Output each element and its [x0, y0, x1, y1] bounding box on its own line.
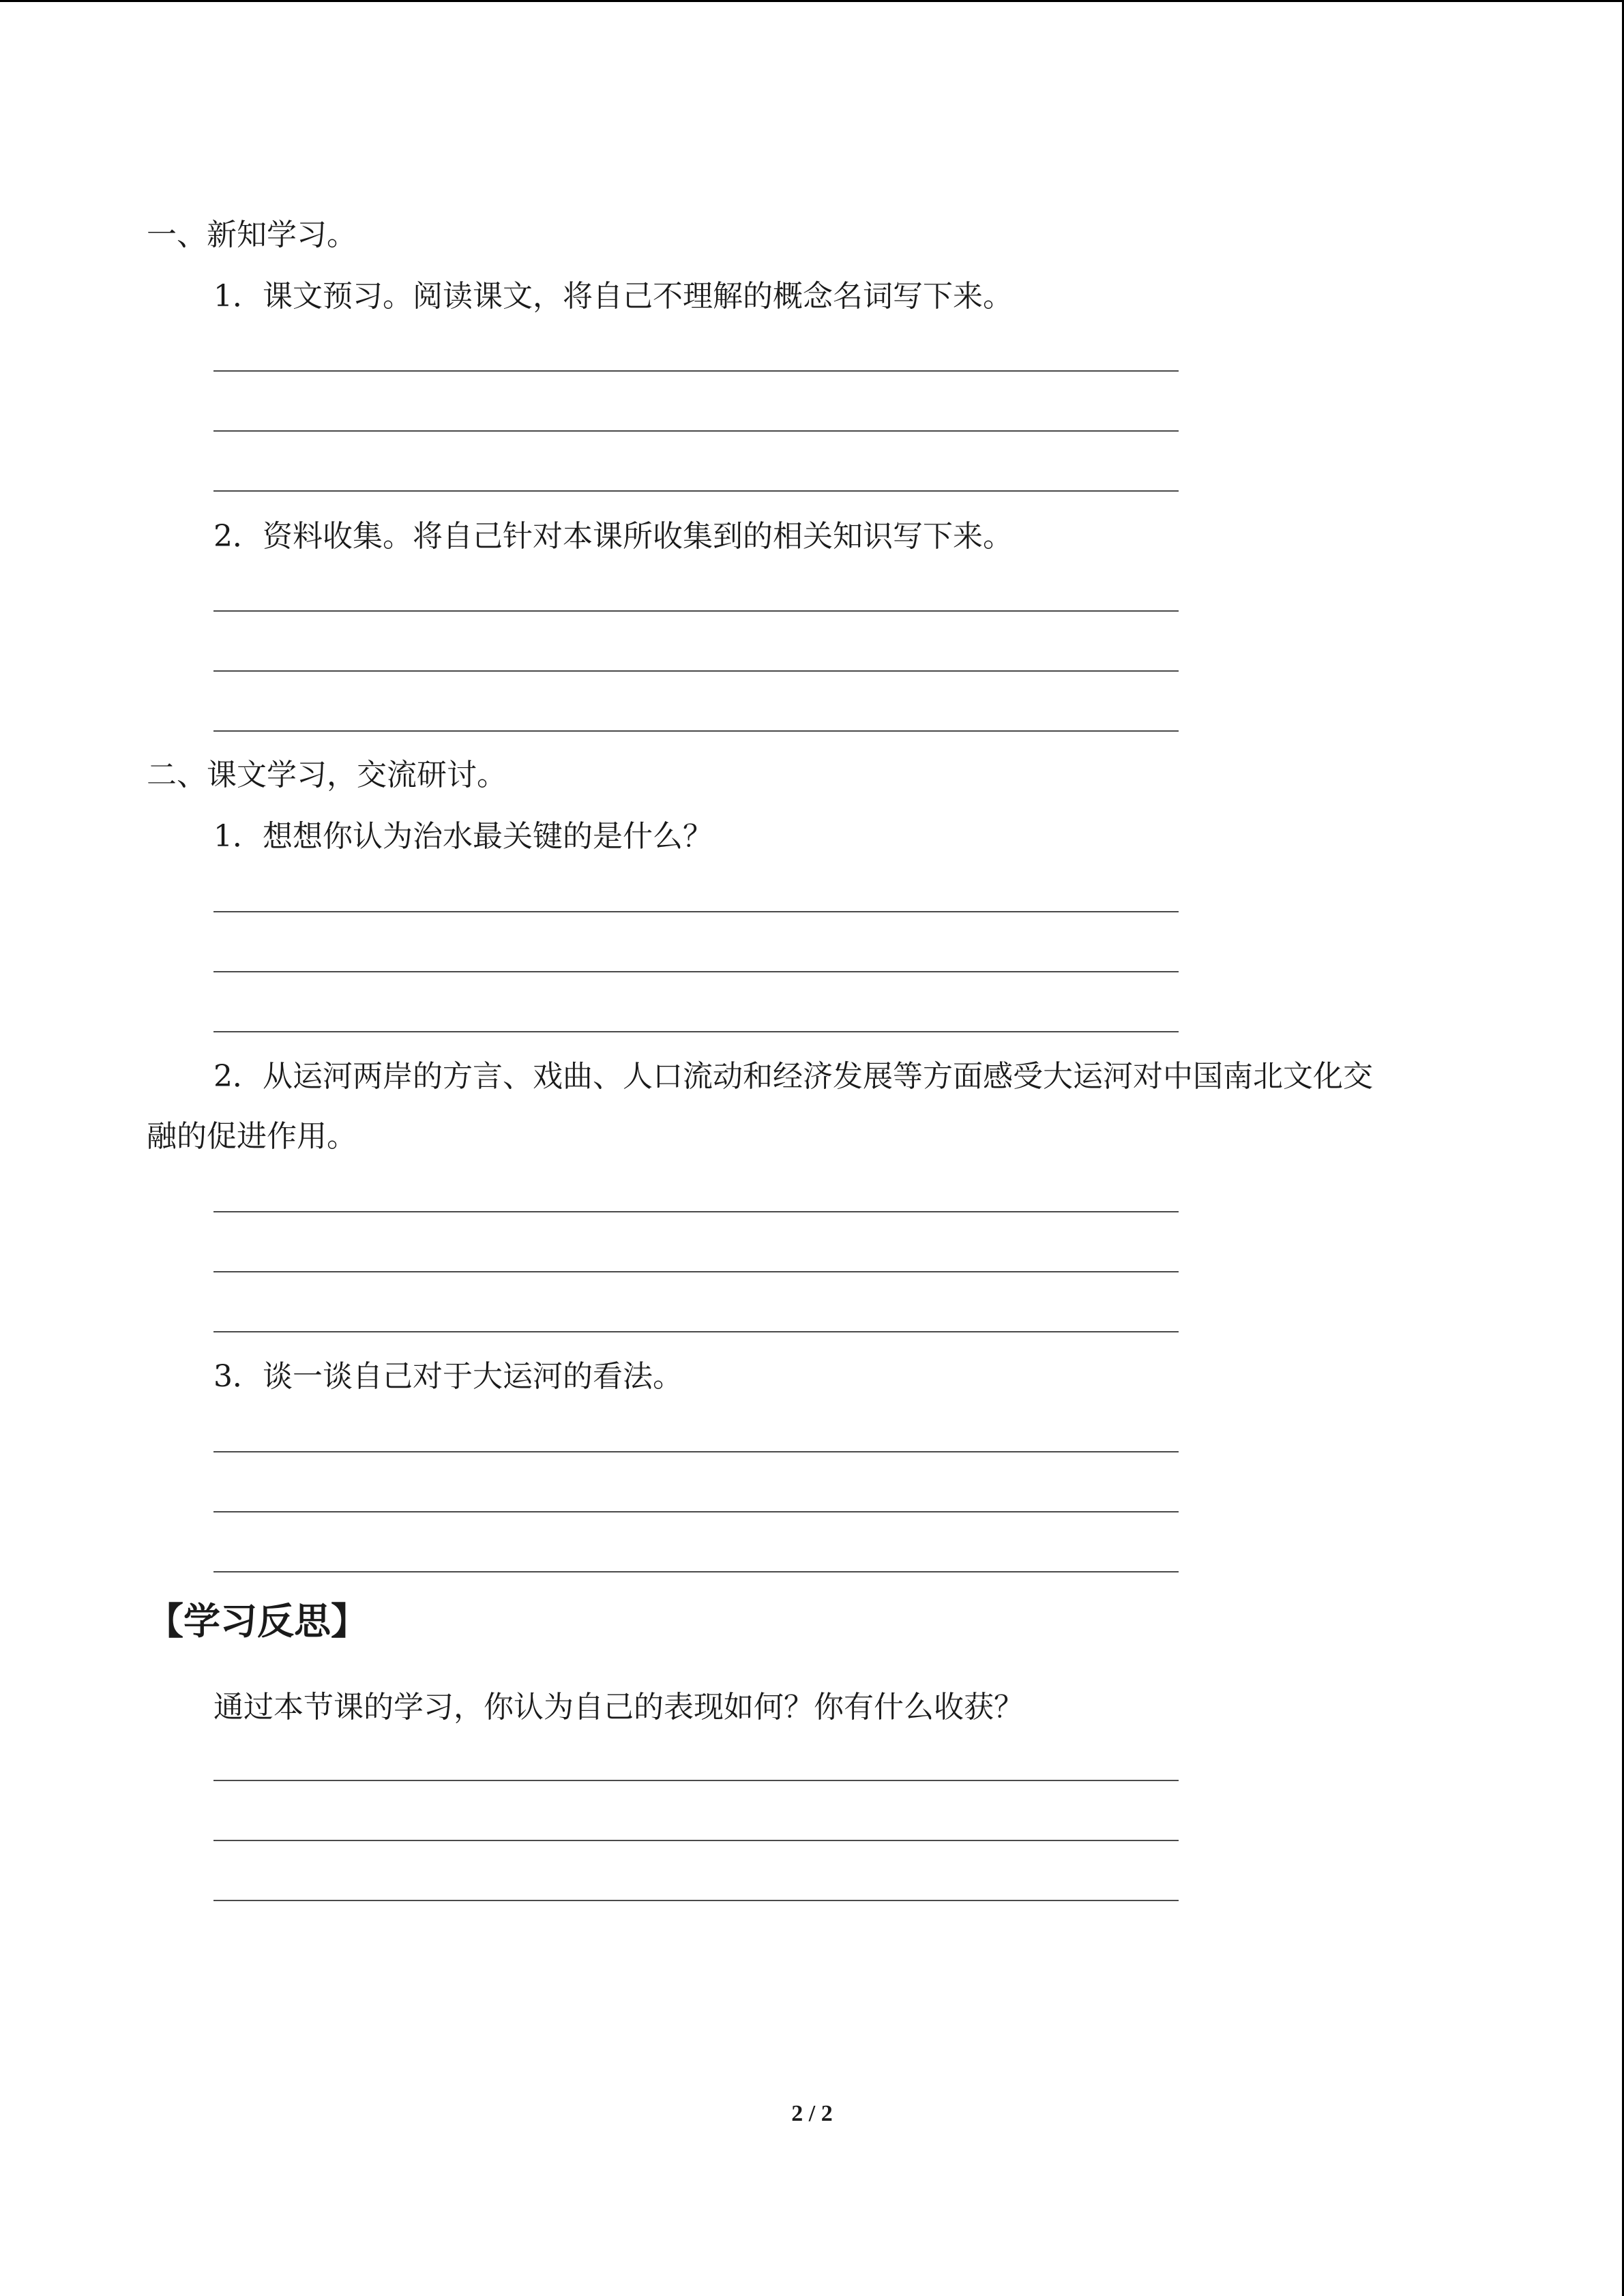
answer-line[interactable]: [213, 1840, 1179, 1841]
answer-line[interactable]: [213, 1780, 1179, 1781]
section1-question-1: 1．课文预习。阅读课文，将自己不理解的概念名词写下来。: [213, 279, 1013, 314]
section2-question-1: 1．想想你认为治水最关键的是什么？: [213, 819, 713, 854]
answer-line[interactable]: [213, 1451, 1179, 1452]
answer-line[interactable]: [213, 1211, 1179, 1212]
reflection-title: 【学习反思】: [147, 1600, 368, 1643]
section2-heading: 二、课文学习，交流研讨。: [147, 758, 507, 792]
section2-question-2-line2: 融的促进作用。: [147, 1119, 357, 1154]
answer-line[interactable]: [213, 370, 1179, 372]
answer-line[interactable]: [213, 1900, 1179, 1901]
page-border-top: [0, 0, 1624, 2]
answer-line[interactable]: [213, 1031, 1179, 1032]
page-number: 2 / 2: [791, 2101, 833, 2126]
answer-line[interactable]: [213, 971, 1179, 972]
answer-line[interactable]: [213, 1571, 1179, 1572]
section2-question-3: 3．谈一谈自己对于大运河的看法。: [213, 1359, 683, 1394]
answer-line[interactable]: [213, 670, 1179, 672]
section2-question-2-line1: 2．从运河两岸的方言、戏曲、人口流动和经济发展等方面感受大运河对中国南北文化交: [213, 1059, 1373, 1094]
answer-line[interactable]: [213, 430, 1179, 432]
answer-line[interactable]: [213, 911, 1179, 912]
answer-line[interactable]: [213, 490, 1179, 492]
answer-line[interactable]: [213, 730, 1179, 732]
answer-line[interactable]: [213, 1271, 1179, 1272]
answer-line[interactable]: [213, 1331, 1179, 1332]
answer-line[interactable]: [213, 1511, 1179, 1512]
answer-line[interactable]: [213, 610, 1179, 612]
section1-question-2: 2．资料收集。将自己针对本课所收集到的相关知识写下来。: [213, 519, 1013, 554]
reflection-prompt: 通过本节课的学习，你认为自己的表现如何？你有什么收获？: [213, 1690, 1024, 1725]
section1-heading: 一、新知学习。: [147, 218, 357, 252]
